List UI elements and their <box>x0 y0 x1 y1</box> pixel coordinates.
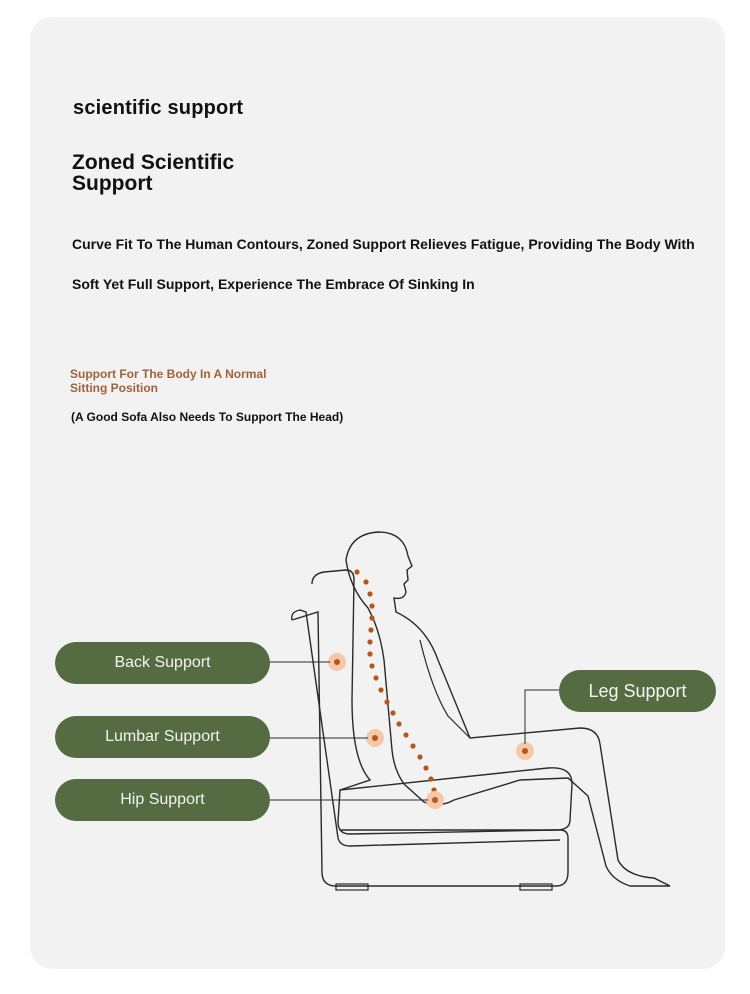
sofa-foot-right <box>520 884 552 890</box>
lumbar-support-label: Lumbar Support <box>55 716 270 758</box>
hip-marker <box>426 791 444 809</box>
page-title: Zoned Scientific Support <box>72 151 235 195</box>
person-arm <box>420 640 470 738</box>
lumbar-marker <box>366 729 384 747</box>
section-kicker: scientific support <box>73 97 244 119</box>
sitting-position-heading: Support For The Body In A Normal Sitting Position <box>70 367 267 395</box>
sofa-seat <box>338 768 572 834</box>
head-support-note: (A Good Sofa Also Needs To Support The Head) <box>71 410 344 424</box>
leg-support-label: Leg Support <box>559 670 716 712</box>
back-marker <box>328 653 346 671</box>
leg-leader <box>525 690 559 744</box>
spine-dots <box>354 569 436 792</box>
hip-support-label: Hip Support <box>55 779 270 821</box>
sofa-side-panel <box>292 610 560 846</box>
sofa-foot-left <box>336 884 368 890</box>
leg-marker <box>516 742 534 760</box>
description-text: Curve Fit To The Human Contours, Zoned Support Relieves Fatigue, Providing The Body With Soft Yet Full Support, Experience The Embrace Of Sinking In <box>72 236 695 292</box>
back-support-label: Back Support <box>55 642 270 684</box>
